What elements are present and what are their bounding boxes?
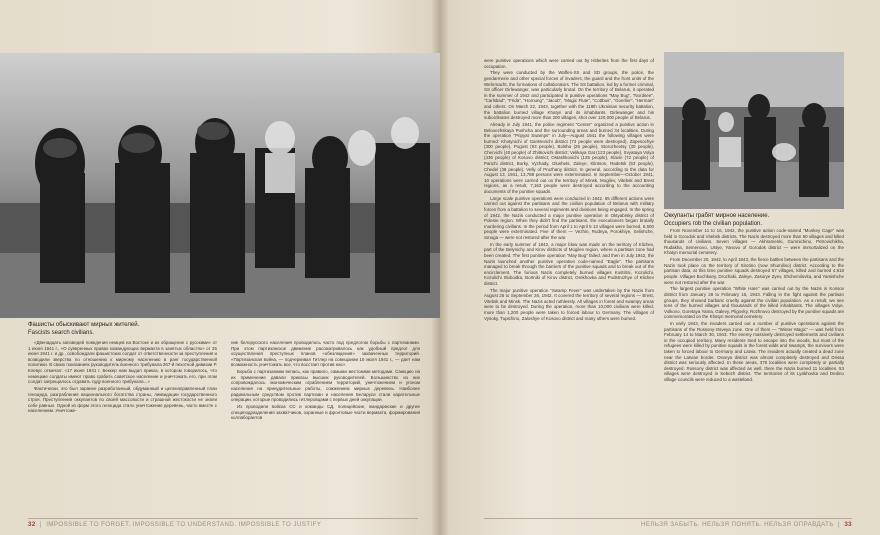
- right-column-1: were punitive operations which were carried out by Hitlerites from the first days of occupation. They were conducted by the Waffen-SS and SD groups, the police, the gendarmerie and other special forces of invaders, the guard and the front units of the Wehrmacht, the formations of collaborators. The SS battalion, led by a former criminal, SS officer Dirlewanger, was particularly brutal. On the territory of Belarus, it operated in the summer of 1942 and participated in punitive operations "May Bug", "Nordsee", "Carlsbad", "Frida", "Hornung", "Jacob", "Magic Flute", "Cottbus", "Goerlier", "Herman" and others. On March 22, 1943, together with the 118th Ukrainian security battalion, the battalion burned village Khatyn and its inhabitants. Dirlewanger and his subordinates destroyed more than 200 villages, shot over 120,000 people of Belarus. Already in July 1941, the police regiment "Center" organized a punitive action in Belovezhskaya Pushcha and the surrounding areas and burned 34 localities. During the operation "Pripyat Swamps" in July—August 1941 the following villages were burned: Khotynichi of Gantsevichi district (73 people were destroyed), Zapesochye (300 people), Pogost (93 people), Bolsha (25 people), Storozhevtsy (30 people), Chervichi (40 people) of Zhitkovichi district; Velikaya Gat (123 people), Svyataya Volya (436 people) of Kosovo district; Ostashkovichi (125 people), Slavin (72 people) of Parichi district, Borky, Vyzhady, Glushets, Zaleye, Klintson, Radetsk (53 people), Chedel (38 people), Velly of Pruzhany district. In general, according to the data for August 13, 1941, 13,788 persons were exterminated. In September—October 1941, 10 operations were carried out on the territory of Minsk, Mogilev, Vitebsk and Brest regions, as a result, 7,162 people were destroyed according to the accounting documents of the punitive squads. Large scale punitive operations were conducted in 1942. 65 different actions were carried out against the partisans and the civilian population of Belarus with military forces from a battalion to several regiments and divisions being engaged. In the spring of 1942, the Nazis conducted a major punitive operation in Oktyabrsky district of Polesie region. When they didn't find the partisans, the executioners began brutally murdering civilians. In the period from April 1 to April 5 13 villages were burned, 6,500 people were exterminated. Five of them — Vezhin, Rudnya, Porokhiye, Selishche, Smuga — were not restored after the war. In the early summer of 1942, a major blow was made on the territory of Klichev, part of the Belynichy and Kirov districts of Mogilev region, where a partisan zone had been created. The first punitive operation "May Bug" failed, and then in July 1942, the Nazis launched another punitive operation code-named "Eagle". The partisans managed to break through the barriers of the punitive squads and to break out of the encirclement. The furious Nazis completely burned villages Kostritsi, Kozulichi, Kozulichi Slobodka, Bortniki of Kirov district, Orekhovka and Podstruzhye of Klichev district. The major punitive operation "Swamp Fever" was undertaken by the Nazis from August 25 to September 26, 1942. It covered the territory of several regions — Brest, Vitebsk and Minsk. The Nazis acted ruthlessly. All villages in forest and swampy areas were to be destroyed. During the operation, more than 10,000 civilians were killed, more than 1,200 people were taken to forced labour to Germany. The villages of Vysoky, Tupichino, Zaloshye of Kosovo district and many others were burned.: [484, 58, 654, 321]
- footer-title-left: IMPOSSIBLE TO FORGET. IMPOSSIBLE TO UNDERSTAND. IMPOSSIBLE TO JUSTIFY: [46, 521, 322, 528]
- left-column-2: ние белорусского населения проводилось часто под предлогом борьбы с партизанами. При этом партизанское движение рассматривалось как удобный предлог для осуществления преступных планов «обезлюдения» захваченных территорий. «Партизанская война, — подчеркивал Гитлер на совещании 16 июля 1941 г., — дает нам возможность уничтожать все, что восстает против нас». Борьба с партизанами велась, как правило, самыми жестокими методами. Санкцию на их применение давали приказы высших руководителей. Большинство из них сопровождалось экономическим ограблением территорий, уничтожением и угоном населения на принудительные работы, сожжением мирных деревень. Наиболее радикальным средством против партизан и населения Беларуси стали карательные операции, которые проводились гитлеровцами с первых дней оккупации. Их проводили войска СС и команды СД, полицейские, жандармские и другие специподразделения захватчиков, охранные и фронтовые части вермахта, формирования коллаборантов: [231, 340, 420, 421]
- left-footer-rule: [28, 518, 418, 519]
- footer-title-right: НЕЛЬЗЯ ЗАБЫТЬ. НЕЛЬЗЯ ПОНЯТЬ. НЕЛЬЗЯ ОПРАВДАТЬ: [640, 521, 834, 528]
- left-footer: 32 | IMPOSSIBLE TO FORGET. IMPOSSIBLE TO UNDERSTAND. IMPOSSIBLE TO JUSTIFY: [28, 521, 322, 528]
- left-photo-caption: Фашисты обыскивают мирных жителей. Fascists search civilians.: [28, 322, 140, 336]
- page-number-left: 32: [28, 521, 36, 528]
- page-number-right: 33: [844, 521, 852, 528]
- photo-occupiers-rob-civilians: [664, 52, 844, 209]
- photo-fascists-search-civilians: [0, 53, 440, 318]
- right-footer-rule: [484, 518, 852, 519]
- right-photo-caption: Оккупанты грабят мирное население. Occupiers rob the civilian population.: [664, 213, 770, 227]
- left-column-1: «Двенадцать заповедей поведения немцев на Востоке и их обращение с русскими» от 1 июня 1941 г., «О суверенных правах командующих вермахта в занятых областях» от 25 июня 1941 г. и др., освобождали фашистских солдат от ответственности за преступления и возводили зверства по отношению к мирному населению в ранг государственной политики. В своих показаниях руководитель военного трибунала 267-й пехотной дивизии Р. Клевус отмечал: «17 июня 1941 г. Беккер нам выдал приказ, в котором говорилось, что немецкие солдаты имеют право грабить советское население и уничтожать его, при этом солдат запрещалось отдавать суду военного трибунала...» Фактически, это был заранее разработанный, обдуманный и целенаправленный план геноцида, разграбления национального богатства страны, ликвидации государственного строя. Преступления оккупантов по своей массовости и страшной жестокости не знали себе равных. Одной из форм этого геноцида стало уничтожение деревень, часто вместе с населением. Уничтоже-: [28, 340, 217, 414]
- right-footer: НЕЛЬЗЯ ЗАБЫТЬ. НЕЛЬЗЯ ПОНЯТЬ. НЕЛЬЗЯ ОПРАВДАТЬ | 33: [640, 521, 852, 528]
- right-column-2: From November 11 to 16, 1942, the punitive action code-named "Monkey Cage" was held in Gorodok and Vitebsk districts. The Nazis destroyed more than 50 villages and killed thousands of civilians. Seven villages — Akhramenki, Gumnichino, Petrovichikha, Rudakha, Semenovo, Ustye, Yanovo of Gorodok district — were immortalized on the Khatyn memorial cemetery. From December 20, 1942, to April 1943, the fierce battles between the partisans and the Nazis took place on the territory of Sirotino (now Shumilino) district. According to the partisan data, at this time punitive squads destroyed 57 villages, killed and burned 4,818 people. Villages Bochkany, Drozhaki, Zaleye, Zasorye Zyev, Shchemilovka, and Yamishche were not restored after the war. The largest punitive operation "White Hare" was carried out by the Nazis in Kossov district from January 28 to February 15, 1943. Falling in the fight against the partisan groups, they showed barbaric cruelty against the civilian population. As a result, we see tens of the burned villages and thousands of the killed inhabitants. The villages Volye, Volkovo, Goretaya Yama, Galevy, Pligovky, Rozhnovo destroyed by the punitive squads are commemorated on the Khatyn memorial cemetery. In early 1943, the invaders carried out a number of punitive operations against the partisans of the Rossony-Osveya zone. One of them — "Winter Magic" — was held from February 14 to March 30, 1943. The enemy massively destroyed settlements and civilians in the occupied territory. Many residents tried to escape into the woods, but most of the refugees were killed by punitive squads in the forest wilds and swamps, the survivors were taken to forced labour to Germany and Latvia. The invaders actually created a dead zone near the Latvian border. Osveya district was almost completely destroyed and Drissa district was seriously affected. In these areas, 376 localities were completely or partially destroyed. Rossony district was affected as well, there the Nazis burned 11 localities. 53 villages were destroyed in Sebezh district. The territories of its Lyakhovka and Dedino village councils were reduced to a wasteland.: [664, 228, 844, 382]
- right-page: [440, 0, 880, 535]
